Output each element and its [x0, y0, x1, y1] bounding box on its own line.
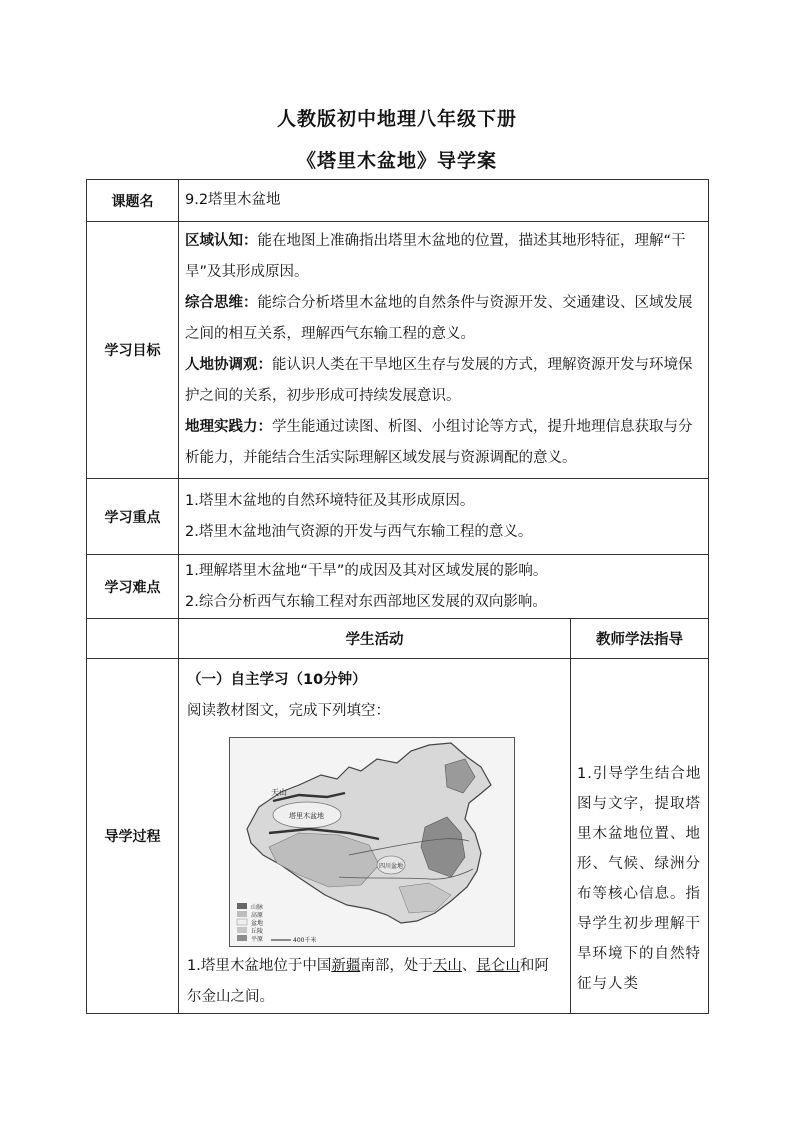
legend-label: 丘陵	[251, 928, 264, 935]
key-points-row	[87, 479, 709, 555]
objective-item: 人地协调观：能认识人类在干旱地区生存与发展的方式，理解资源开发与环境保护之间的关系，初步形成可持续发展意识。	[185, 357, 693, 404]
legend-label: 山脉	[251, 904, 264, 911]
legend-label: 高原	[251, 912, 264, 919]
sichuan-label: 四川盆地	[379, 863, 404, 870]
lesson-plan-table	[86, 179, 709, 1014]
difficulties-content	[179, 555, 709, 619]
legend-swatch	[237, 919, 247, 925]
difficulty-item: 1.理解塔里木盆地“干旱”的成因及其对区域发展的影响。	[185, 562, 548, 579]
difficulty-item: 2.综合分析西气东输工程对东西部地区发展的双向影响。	[185, 593, 547, 610]
difficulties-row	[87, 555, 709, 619]
legend-swatch	[237, 911, 247, 917]
legend-swatch	[237, 935, 247, 941]
process-label: 导学过程	[87, 659, 179, 1014]
key-points-label: 学习重点	[87, 479, 179, 555]
objective-item: 地理实践力：学生能通过读图、析图、小组讨论等方式，提升地理信息获取与分析能力，并能结合生活实际理解区域发展与资源调配的意义。	[185, 419, 693, 466]
china-terrain-map	[229, 737, 515, 947]
legend-label: 平原	[251, 936, 264, 943]
document-subtitle: 《塔里木盆地》导学案	[296, 150, 497, 172]
process-row	[87, 659, 709, 1014]
instruction-text: 阅读教材图文，完成下列填空：	[187, 703, 390, 719]
legend-label: 盆地	[251, 920, 264, 927]
section-heading: （一）自主学习（10分钟）	[187, 672, 367, 688]
teacher-guidance-cell: 1.引导学生结合地图与文字，提取塔里木盆地位置、地形、气候、绿洲分布等核心信息。指导学生初步理解干旱环境下的自然特征与人类	[571, 659, 709, 1014]
key-point-item: 2.塔里木盆地油气资源的开发与西气东输工程的意义。	[185, 523, 533, 540]
difficulties-label: 学习难点	[87, 555, 179, 619]
student-activity-header: 学生活动	[179, 619, 571, 659]
tianshan-label: 天山	[271, 788, 287, 797]
scale-label: 400千米	[293, 937, 317, 944]
answer-blank: 新疆	[331, 958, 361, 974]
key-point-item: 1.塔里木盆地的自然环境特征及其形成原因。	[185, 492, 475, 509]
student-activity-cell	[179, 659, 571, 1014]
objective-item: 综合思维：能综合分析塔里木盆地的自然条件与资源开发、交通建设、区域发展之间的相互关系，理解西气东输工程的意义。	[185, 295, 693, 342]
question-1: 1.塔里木盆地位于中国新疆南部，处于天山、昆仑山和阿尔金山之间。	[187, 958, 549, 1005]
topic-label: 课题名	[87, 180, 179, 222]
empty-header-cell	[87, 619, 179, 659]
legend-swatch	[237, 903, 247, 909]
objective-item: 区域认知：能在地图上准确指出塔里木盆地的位置，描述其地形特征，理解“干旱”及其形成原因。	[185, 233, 686, 280]
teacher-guidance-header: 教师学法指导	[571, 619, 709, 659]
answer-blank: 天山	[432, 958, 462, 974]
objectives-label: 学习目标	[87, 222, 179, 479]
document-title: 人教版初中地理八年级下册	[276, 108, 517, 130]
answer-blank: 昆仑山	[476, 958, 520, 974]
column-header-row	[87, 619, 709, 659]
objectives-content	[179, 222, 709, 479]
tarim-label: 塔里木盆地	[289, 812, 324, 820]
topic-row	[87, 180, 709, 222]
legend-swatch	[237, 927, 247, 933]
topic-value: 9.2塔里木盆地	[179, 180, 709, 222]
key-points-content	[179, 479, 709, 555]
objectives-row	[87, 222, 709, 479]
